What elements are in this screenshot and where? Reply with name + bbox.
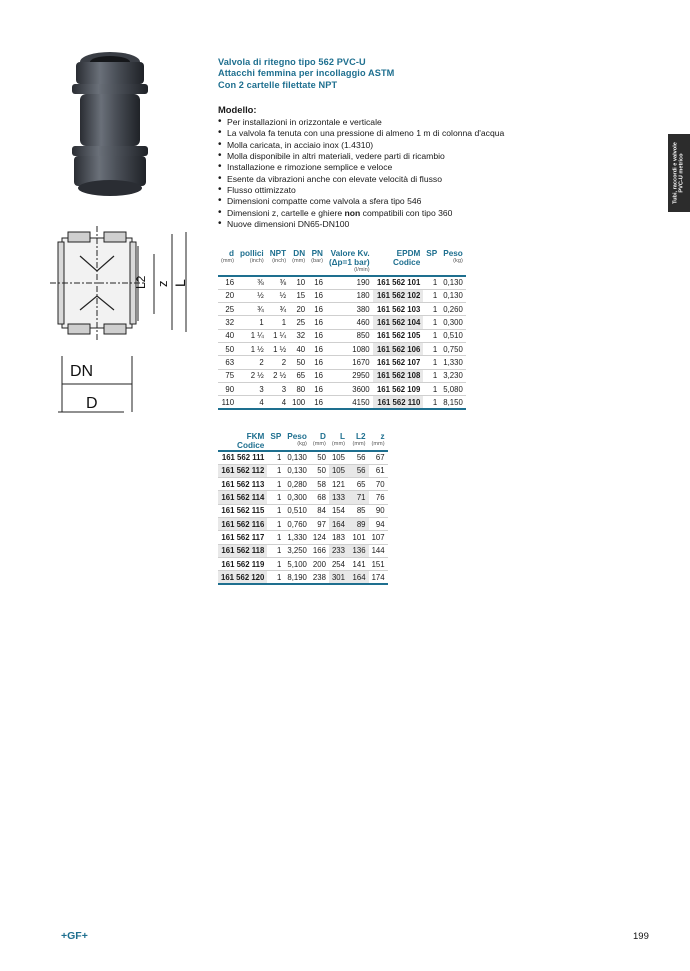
page-number: 199 [633, 931, 649, 942]
epdm-table-body [218, 276, 466, 409]
table-cell: 25 [289, 316, 308, 329]
unit-pn: (bar) [311, 258, 323, 264]
table-cell: 144 [369, 544, 388, 557]
header-sp-2: SP [270, 432, 282, 441]
table-row [218, 531, 388, 544]
table-cell: 1,330 [440, 356, 466, 369]
product-title [218, 57, 598, 91]
table-cell: 1 ¼ [267, 329, 289, 342]
table-cell: 8,190 [284, 571, 310, 584]
table-cell: 2 [267, 356, 289, 369]
table-cell: ¾ [267, 303, 289, 316]
table-cell: 4 [237, 396, 267, 409]
title-line-2: Attacchi femmina per incollaggio ASTM [218, 68, 395, 79]
fkm-spec-table [218, 430, 388, 585]
table-cell: 61 [369, 464, 388, 477]
header-dim-d: D [320, 432, 326, 441]
header-kv: Valore Kv. [330, 249, 370, 258]
table-cell: 0,300 [284, 491, 310, 504]
table-cell: 40 [289, 342, 308, 355]
table-row [218, 557, 388, 570]
table-cell: 0,130 [284, 464, 310, 477]
table-row [218, 276, 466, 289]
table-cell: 190 [326, 276, 373, 289]
table-row [218, 478, 388, 491]
table-row [218, 491, 388, 504]
table-cell: 107 [369, 531, 388, 544]
table-cell: 90 [369, 504, 388, 517]
dimension-drawing [50, 226, 200, 426]
table-cell: 32 [218, 316, 237, 329]
table-cell: 5,080 [440, 382, 466, 395]
table-cell: 161 562 101 [373, 276, 424, 289]
table-cell: 10 [289, 276, 308, 289]
feature-item: • Flusso ottimizzato [218, 185, 504, 196]
table-cell: 1 ½ [237, 342, 267, 355]
table-cell: 1080 [326, 342, 373, 355]
table-row [218, 571, 388, 584]
table-cell: 0,510 [284, 504, 310, 517]
feature-item: • Esente da vibrazioni anche con elevate velocità di flusso [218, 174, 504, 185]
table-cell: 16 [308, 382, 326, 395]
table-cell: 1 [423, 316, 440, 329]
table-cell: ½ [267, 289, 289, 302]
table-row [218, 517, 388, 530]
epdm-spec-table [218, 247, 466, 410]
d-dimension-label: D [86, 395, 98, 412]
table-cell: 16 [308, 303, 326, 316]
table-cell: 0,300 [440, 316, 466, 329]
table-cell: 124 [310, 531, 329, 544]
table-cell: 161 562 119 [218, 557, 267, 570]
table-cell: 154 [329, 504, 348, 517]
table-cell: ¾ [237, 303, 267, 316]
table-cell: 16 [308, 289, 326, 302]
table-cell: 1 [423, 276, 440, 289]
fkm-table-body [218, 451, 388, 584]
table-row [218, 316, 466, 329]
table-cell: 101 [348, 531, 369, 544]
unit-peso-2: (kg) [284, 441, 310, 451]
dn-dimension-label: DN [70, 363, 94, 380]
table-cell: 141 [348, 557, 369, 570]
table-cell: 460 [326, 316, 373, 329]
table-cell: 161 562 118 [218, 544, 267, 557]
header-pn: PN [311, 249, 323, 258]
header-epdm: EPDM [396, 249, 421, 258]
table-row [218, 369, 466, 382]
table-cell: 0,130 [284, 451, 310, 464]
unit-peso: (kg) [453, 258, 463, 264]
header-peso-2: Peso [287, 432, 307, 441]
section-side-tab [668, 134, 690, 212]
table-cell: 1 [423, 329, 440, 342]
z-dimension-label: z [155, 280, 170, 287]
header-d: d [229, 249, 235, 258]
table-cell: 20 [218, 289, 237, 302]
table-cell: 71 [348, 491, 369, 504]
table-cell: 1 [267, 557, 284, 570]
table-cell: 183 [329, 531, 348, 544]
table-cell: 68 [310, 491, 329, 504]
table-cell: 161 562 106 [373, 342, 424, 355]
table-cell: 3 [237, 382, 267, 395]
table-cell: 16 [308, 329, 326, 342]
header-peso: Peso [443, 249, 463, 258]
table-cell: 16 [308, 369, 326, 382]
table-cell: 90 [218, 382, 237, 395]
table-cell: 0,750 [440, 342, 466, 355]
table-cell: 166 [310, 544, 329, 557]
table-cell: 84 [310, 504, 329, 517]
feature-item: • Per installazioni in orizzontale e verticale [218, 117, 504, 128]
header-pollici: pollici [240, 249, 264, 258]
table-cell: 1 [267, 464, 284, 477]
table-cell: 89 [348, 517, 369, 530]
table-cell: 1670 [326, 356, 373, 369]
unit-d: (mm) [221, 258, 235, 264]
table-cell: 2 ½ [237, 369, 267, 382]
unit-kv: (l/min) [326, 267, 373, 276]
table-cell: 2 ½ [267, 369, 289, 382]
subheader-epdm-codice: Codice [392, 258, 421, 267]
table-cell: 238 [310, 571, 329, 584]
table-cell: 105 [329, 464, 348, 477]
table-cell: 174 [369, 571, 388, 584]
table-cell: 58 [310, 478, 329, 491]
table-cell: 1 [423, 342, 440, 355]
table-cell: 161 562 117 [218, 531, 267, 544]
table-cell: 233 [329, 544, 348, 557]
table-cell: 1 [267, 491, 284, 504]
table-cell: 161 562 110 [373, 396, 424, 409]
table-row [218, 289, 466, 302]
table-cell: 1 [267, 517, 284, 530]
unit-npt: (inch) [272, 258, 287, 264]
subheader-kv: (Δp=1 bar) [328, 258, 370, 267]
table-cell: 161 562 111 [218, 451, 267, 464]
table-cell: 16 [218, 276, 237, 289]
title-line-1: Valvola di ritegno tipo 562 PVC-U [218, 57, 366, 67]
table-cell: 1 ¼ [237, 329, 267, 342]
table-cell: 70 [369, 478, 388, 491]
table-cell: 164 [329, 517, 348, 530]
table-cell: 1 [237, 316, 267, 329]
table-cell: 3 [267, 382, 289, 395]
table-cell: 0,510 [440, 329, 466, 342]
table-row [218, 504, 388, 517]
table-cell: 16 [308, 356, 326, 369]
section-side-tab-label: Tubi, raccordi e valvole PVC-U metrico [672, 142, 685, 204]
table-cell: 5,100 [284, 557, 310, 570]
header-dim-z: z [380, 432, 385, 441]
feature-item: • Molla disponibile in altri materiali, vedere parti di ricambio [218, 151, 504, 162]
table-cell: 161 562 113 [218, 478, 267, 491]
table-cell: 161 562 115 [218, 504, 267, 517]
table-cell: 850 [326, 329, 373, 342]
table-cell: 105 [329, 451, 348, 464]
table-cell: 151 [369, 557, 388, 570]
table-cell: 1 ½ [267, 342, 289, 355]
table-cell: 1 [267, 478, 284, 491]
table-cell: 121 [329, 478, 348, 491]
table-cell: 0,260 [440, 303, 466, 316]
feature-item: • Dimensioni z, cartelle e ghiere non compatibili con tipo 360 [218, 208, 504, 219]
header-npt: NPT [269, 249, 287, 258]
table-row [218, 342, 466, 355]
table-cell: 1 [423, 369, 440, 382]
feature-list [218, 117, 504, 230]
table-cell: 161 562 103 [373, 303, 424, 316]
table-cell: 3600 [326, 382, 373, 395]
table-cell: 1 [267, 571, 284, 584]
table-cell: 161 562 114 [218, 491, 267, 504]
table-cell: 32 [289, 329, 308, 342]
table-cell: 56 [348, 451, 369, 464]
table-cell: 1 [423, 356, 440, 369]
table-cell: 164 [348, 571, 369, 584]
table-cell: 1 [267, 316, 289, 329]
table-cell: ⅜ [267, 276, 289, 289]
table-cell: 161 562 116 [218, 517, 267, 530]
table-cell: 1 [423, 396, 440, 409]
table-row [218, 464, 388, 477]
table-cell: 161 562 120 [218, 571, 267, 584]
table-cell: 161 562 104 [373, 316, 424, 329]
table-cell: 3,230 [440, 369, 466, 382]
table-cell: 63 [218, 356, 237, 369]
table-cell: 0,130 [440, 276, 466, 289]
l-dimension-label: L [172, 279, 188, 287]
gf-logo: +GF+ [61, 930, 88, 942]
table-cell: 50 [310, 464, 329, 477]
table-cell: 50 [218, 342, 237, 355]
table-cell: ⅜ [237, 276, 267, 289]
table-row [218, 544, 388, 557]
table-cell: 380 [326, 303, 373, 316]
table-cell: 4 [267, 396, 289, 409]
table-cell: 200 [310, 557, 329, 570]
table-cell: 133 [329, 491, 348, 504]
table-cell: 161 562 109 [373, 382, 424, 395]
table-cell: 1 [423, 289, 440, 302]
table-cell: 161 562 112 [218, 464, 267, 477]
table-cell: 1 [267, 544, 284, 557]
feature-item: • La valvola fa tenuta con una pressione di almeno 1 m di colonna d'acqua [218, 128, 504, 139]
feature-item: • Nuove dimensioni DN65-DN100 [218, 219, 504, 230]
table-cell: 0,280 [284, 478, 310, 491]
table-row [218, 382, 466, 395]
table-cell: ½ [237, 289, 267, 302]
header-dim-l: L [339, 432, 345, 441]
table-cell: 1,330 [284, 531, 310, 544]
unit-pollici: (inch) [249, 258, 264, 264]
table-cell: 161 562 102 [373, 289, 424, 302]
table-cell: 94 [369, 517, 388, 530]
table-cell: 2950 [326, 369, 373, 382]
table-cell: 0,130 [440, 289, 466, 302]
table-cell: 16 [308, 316, 326, 329]
table-cell: 16 [308, 276, 326, 289]
table-cell: 40 [218, 329, 237, 342]
table-row [218, 356, 466, 369]
feature-item: • Molla caricata, in acciaio inox (1.4310) [218, 140, 504, 151]
header-sp: SP [426, 249, 438, 258]
table-cell: 1 [423, 382, 440, 395]
table-cell: 3,250 [284, 544, 310, 557]
table-cell: 16 [308, 342, 326, 355]
table-row [218, 303, 466, 316]
header-dim-l2: L2 [355, 432, 366, 441]
table-cell: 1 [267, 531, 284, 544]
l2-dimension-label: L2 [134, 275, 148, 289]
table-cell: 180 [326, 289, 373, 302]
unit-dim-l2: (mm) [348, 441, 369, 451]
unit-dn: (mm) [292, 258, 306, 264]
table-cell: 110 [218, 396, 237, 409]
table-row [218, 451, 388, 464]
table-cell: 136 [348, 544, 369, 557]
table-cell: 67 [369, 451, 388, 464]
header-dn: DN [293, 249, 306, 258]
feature-item: • Dimensioni compatte come valvola a sfera tipo 546 [218, 196, 504, 207]
table-cell: 16 [308, 396, 326, 409]
table-cell: 65 [289, 369, 308, 382]
table-cell: 85 [348, 504, 369, 517]
table-cell: 50 [289, 356, 308, 369]
table-cell: 1 [423, 303, 440, 316]
table-cell: 65 [348, 478, 369, 491]
unit-dim-l: (mm) [329, 441, 348, 451]
table-row [218, 329, 466, 342]
subheader-fkm-codice: Codice [218, 441, 267, 451]
valve-product-photo [62, 48, 158, 200]
table-cell: 76 [369, 491, 388, 504]
table-cell: 161 562 108 [373, 369, 424, 382]
table-cell: 8,150 [440, 396, 466, 409]
table-cell: 4150 [326, 396, 373, 409]
table-cell: 100 [289, 396, 308, 409]
table-cell: 254 [329, 557, 348, 570]
table-cell: 97 [310, 517, 329, 530]
table-cell: 25 [218, 303, 237, 316]
table-cell: 56 [348, 464, 369, 477]
table-cell: 1 [267, 504, 284, 517]
table-cell: 2 [237, 356, 267, 369]
feature-item: • Installazione e rimozione semplice e veloce [218, 162, 504, 173]
table-cell: 15 [289, 289, 308, 302]
table-cell: 301 [329, 571, 348, 584]
header-fkm: FKM [246, 432, 265, 441]
table-cell: 161 562 105 [373, 329, 424, 342]
table-cell: 75 [218, 369, 237, 382]
table-cell: 80 [289, 382, 308, 395]
model-heading: Modello: [218, 104, 257, 115]
table-row [218, 396, 466, 409]
table-cell: 20 [289, 303, 308, 316]
table-cell: 1 [267, 451, 284, 464]
table-cell: 161 562 107 [373, 356, 424, 369]
title-line-3: Con 2 cartelle filettate NPT [218, 79, 338, 90]
table-cell: 0,760 [284, 517, 310, 530]
table-cell: 50 [310, 451, 329, 464]
unit-dim-z: (mm) [369, 441, 388, 451]
unit-dim-d: (mm) [310, 441, 329, 451]
